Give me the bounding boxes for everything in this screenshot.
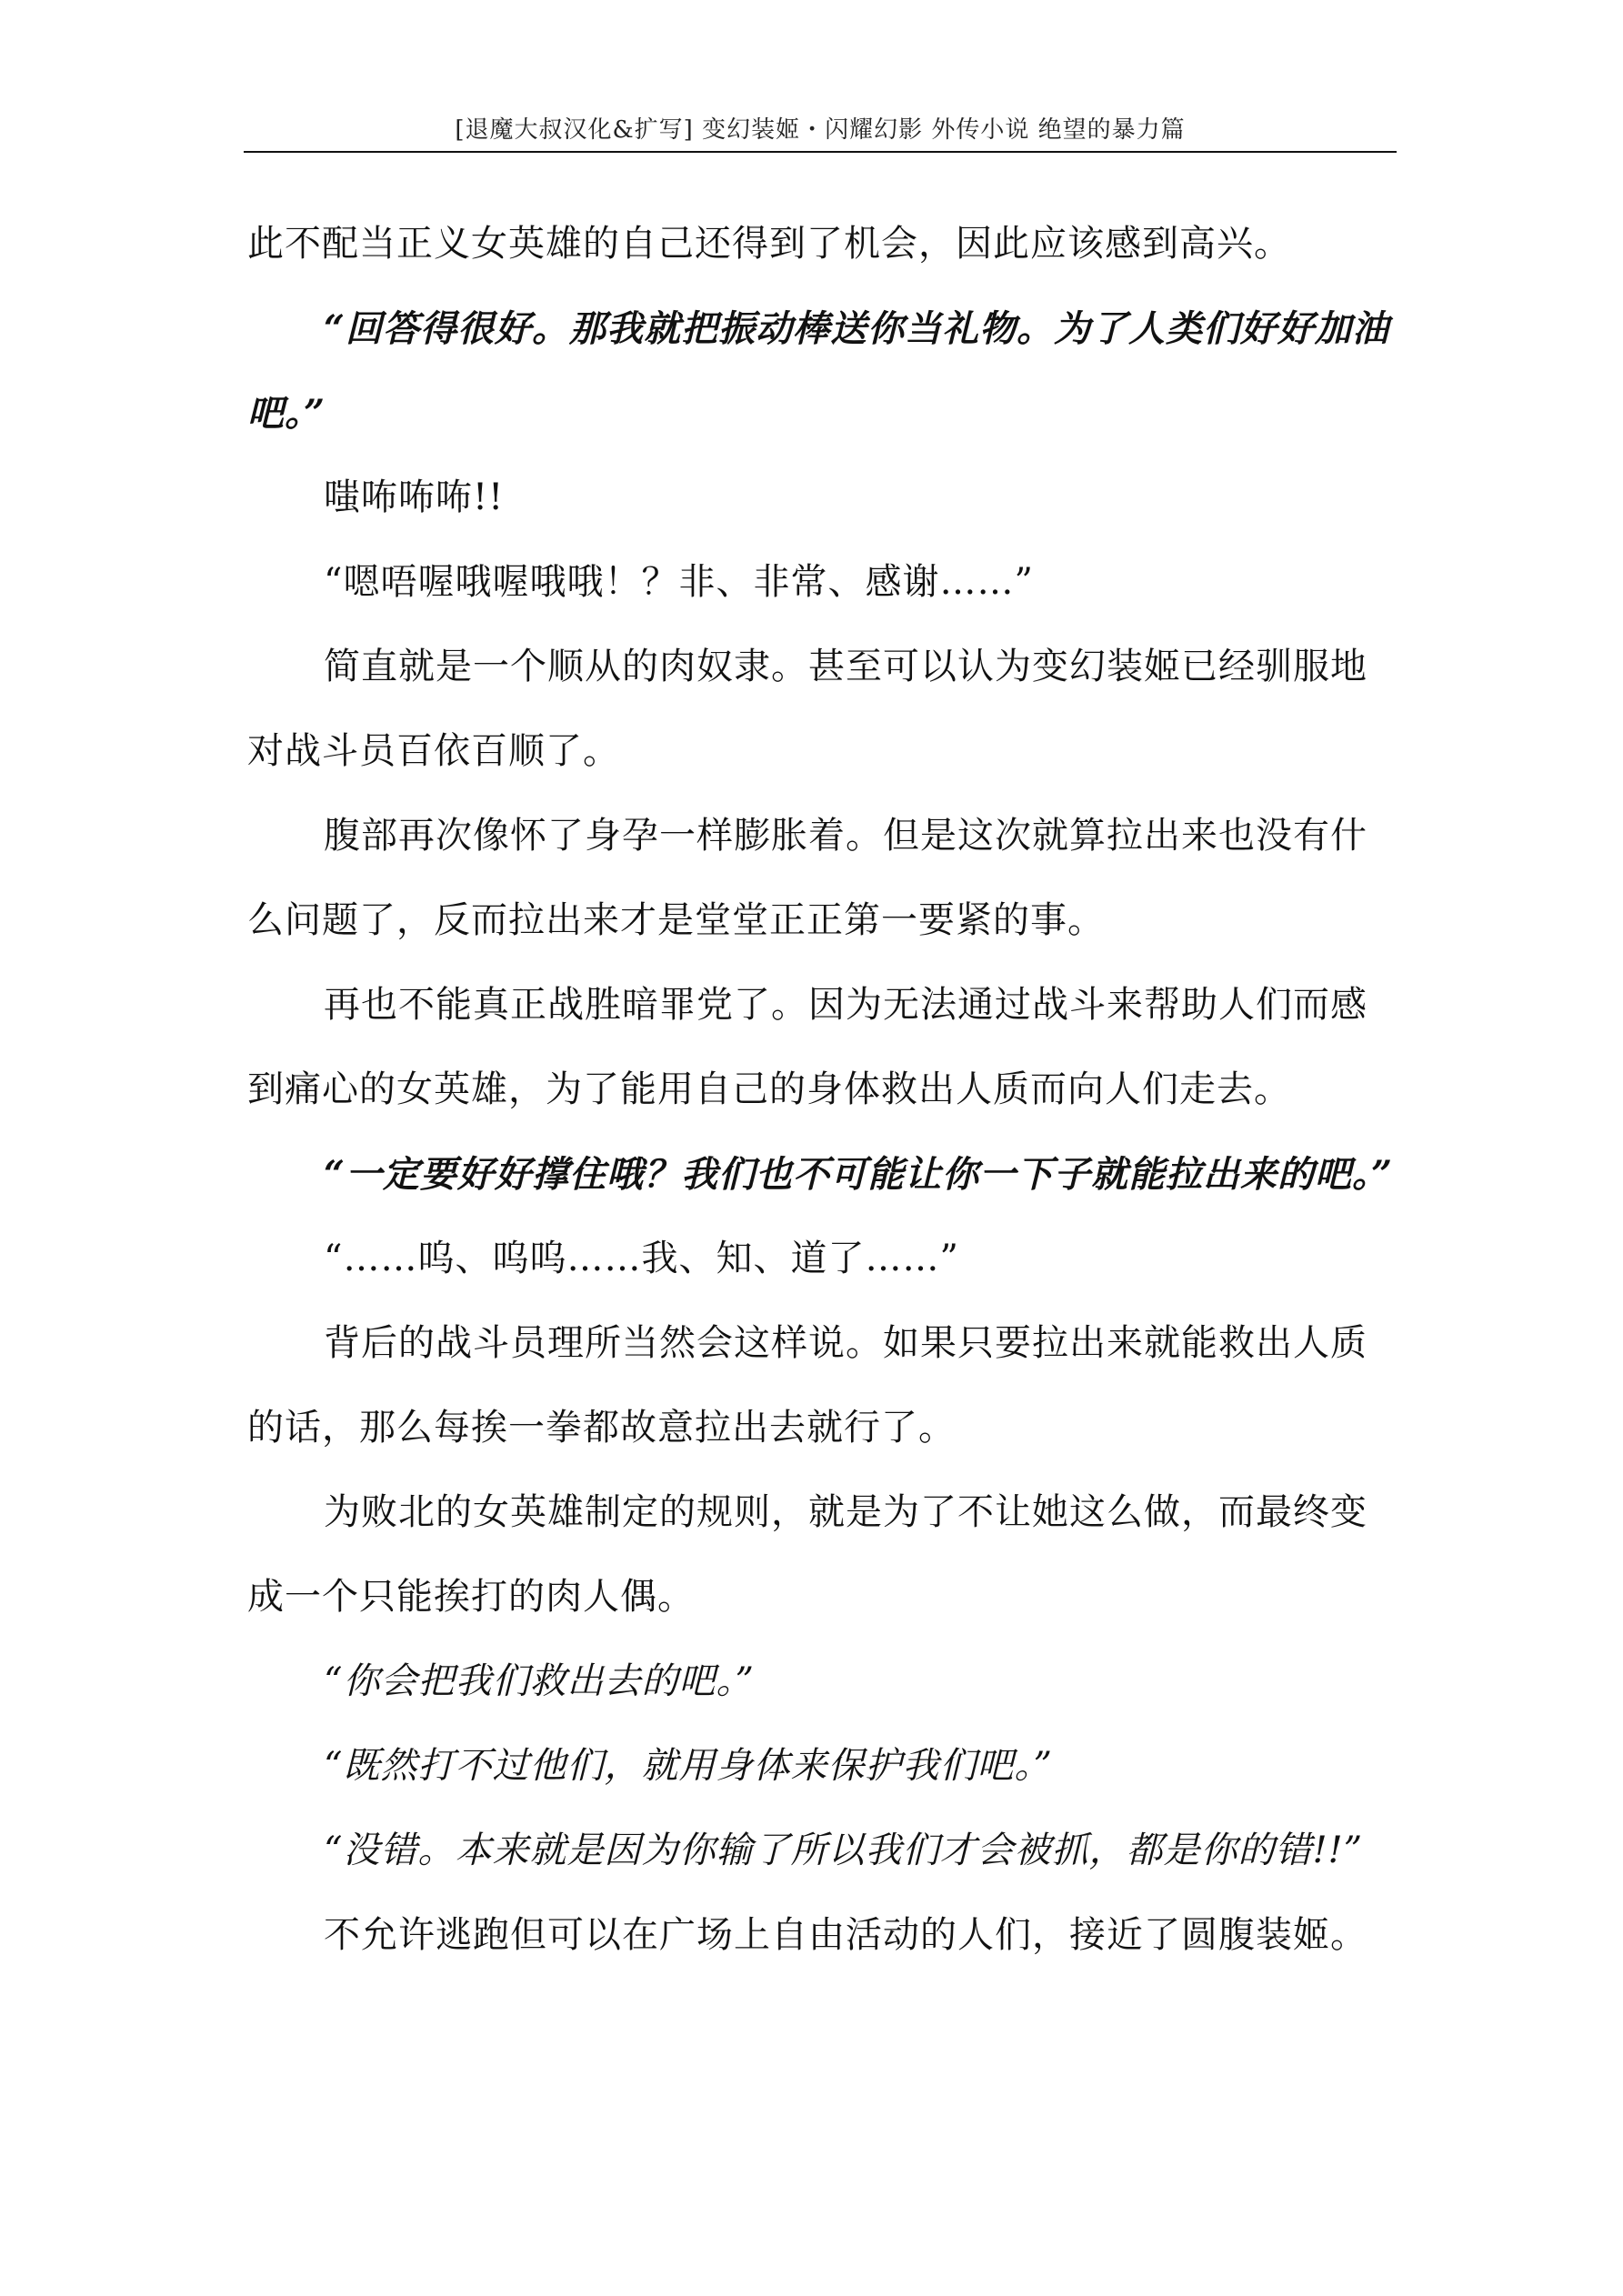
document-body: [247, 202, 1395, 1978]
paragraph: 背后的战斗员理所当然会这样说。如果只要拉出来就能救出人质的话，那么每挨一拳都故意拉出去就行了。: [247, 1322, 1368, 1449]
paragraph: 为败北的女英雄制定的规则，就是为了不让她这么做，而最终变成一个只能挨打的肉人偶。: [247, 1491, 1368, 1618]
paragraph: 不允许逃跑但可以在广场上自由活动的人们，接近了圆腹装姬。: [324, 1914, 1368, 1956]
paragraph: “回答得很好。那我就把振动棒送你当礼物。为了人类们好好加油吧。”: [247, 307, 1390, 435]
paragraph: 简直就是一个顺从的肉奴隶。甚至可以认为变幻装姬已经驯服地对战斗员百依百顺了。: [247, 646, 1368, 772]
header-divider: [244, 151, 1397, 153]
paragraph: “既然打不过他们，就用身体来保护我们吧。”: [324, 1745, 1053, 1787]
paragraph: “嗯唔喔哦喔哦哦！？非、非常、感谢……”: [324, 561, 1034, 603]
page-header: [退魔大叔汉化&扩写] 变幻装姬・闪耀幻影 外传小说 绝望的暴力篇: [455, 116, 1186, 144]
paragraph: 再也不能真正战胜暗罪党了。因为无法通过战斗来帮助人们而感到痛心的女英雄，为了能用自己的身体救出人质而向人们走去。: [247, 984, 1368, 1110]
paragraph: 嗤咘咘咘!!: [324, 476, 505, 518]
paragraph: “……呜、呜呜……我、知、道了……”: [324, 1238, 959, 1279]
paragraph: “你会把我们救出去的吧。”: [324, 1660, 755, 1702]
paragraph: “没错。本来就是因为你输了所以我们才会被抓，都是你的错!!”: [324, 1830, 1364, 1871]
paragraph: “一定要好好撑住哦？我们也不可能让你一下子就能拉出来的吧。”: [324, 1153, 1394, 1196]
paragraph: 此不配当正义女英雄的自己还得到了机会，因此应该感到高兴。: [247, 223, 1291, 265]
paragraph: 腹部再次像怀了身孕一样膨胀着。但是这次就算拉出来也没有什么问题了，反而拉出来才是堂堂正正第一要紧的事。: [247, 815, 1368, 941]
